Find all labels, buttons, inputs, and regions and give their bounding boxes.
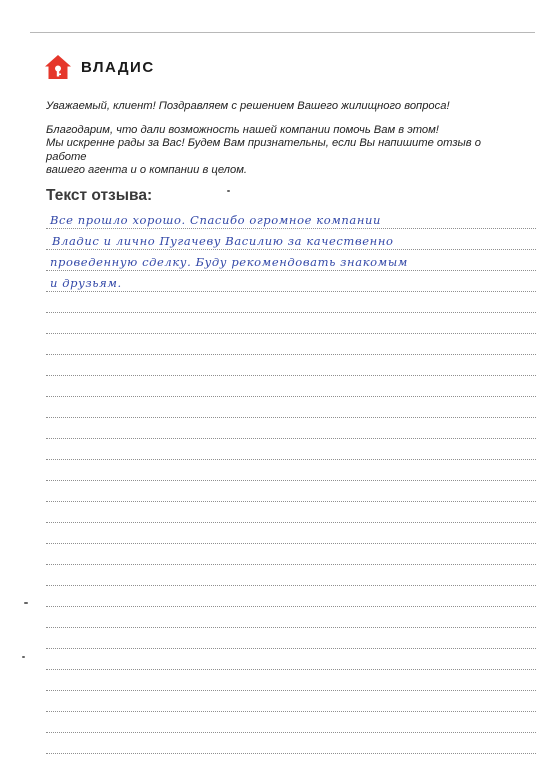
handwritten-line: проведенную сделку. Буду рекомендовать знакомым — [50, 255, 408, 269]
ruled-line — [46, 732, 536, 733]
ruled-line — [46, 270, 536, 271]
brand-logo — [44, 54, 155, 80]
ruled-line — [46, 249, 536, 250]
ruled-line — [46, 354, 536, 355]
ruled-line — [46, 459, 536, 460]
ruled-line — [46, 480, 536, 481]
ruled-line — [46, 291, 536, 292]
review-lines — [46, 213, 536, 758]
review-heading: Текст отзыва: — [46, 187, 153, 204]
ruled-line — [46, 627, 536, 628]
house-key-icon — [44, 54, 72, 80]
handwritten-line: и друзьям. — [50, 276, 122, 290]
request-line: Мы искренне рады за Вас! Будем Вам признательны, если Вы напишите отзыв о работе — [46, 137, 481, 163]
ink-speck — [227, 190, 230, 192]
ruled-line — [46, 606, 536, 607]
top-divider — [30, 32, 535, 33]
ruled-line — [46, 312, 536, 313]
ruled-line — [46, 690, 536, 691]
ruled-line — [46, 417, 536, 418]
ruled-line — [46, 753, 536, 754]
handwritten-line: Владис и лично Пугачеву Василию за качественно — [52, 234, 394, 248]
thanks-line: Благодарим, что дали возможность нашей компании помочь Вам в этом! — [46, 123, 439, 136]
ruled-line — [46, 438, 536, 439]
ruled-line — [46, 375, 536, 376]
brand-name: ВЛАДИС — [81, 58, 155, 76]
intro-text — [46, 100, 516, 178]
handwritten-line: Все прошло хорошо. Спасибо огромное компании — [50, 213, 382, 227]
ruled-line — [46, 396, 536, 397]
ruled-line — [46, 564, 536, 565]
ruled-line — [46, 543, 536, 544]
ruled-line — [46, 522, 536, 523]
request-line-cont: вашего агента и о компании в целом. — [46, 164, 247, 176]
ruled-line — [46, 333, 536, 334]
paper-speck — [24, 602, 28, 604]
ruled-line — [46, 669, 536, 670]
paper-speck — [22, 656, 25, 658]
ruled-line — [46, 228, 536, 229]
ruled-line — [46, 711, 536, 712]
ruled-line — [46, 501, 536, 502]
ruled-line — [46, 648, 536, 649]
ruled-line — [46, 585, 536, 586]
greeting-text: Уважаемый, клиент! Поздравляем с решением Вашего жилищного вопроса! — [46, 100, 450, 112]
